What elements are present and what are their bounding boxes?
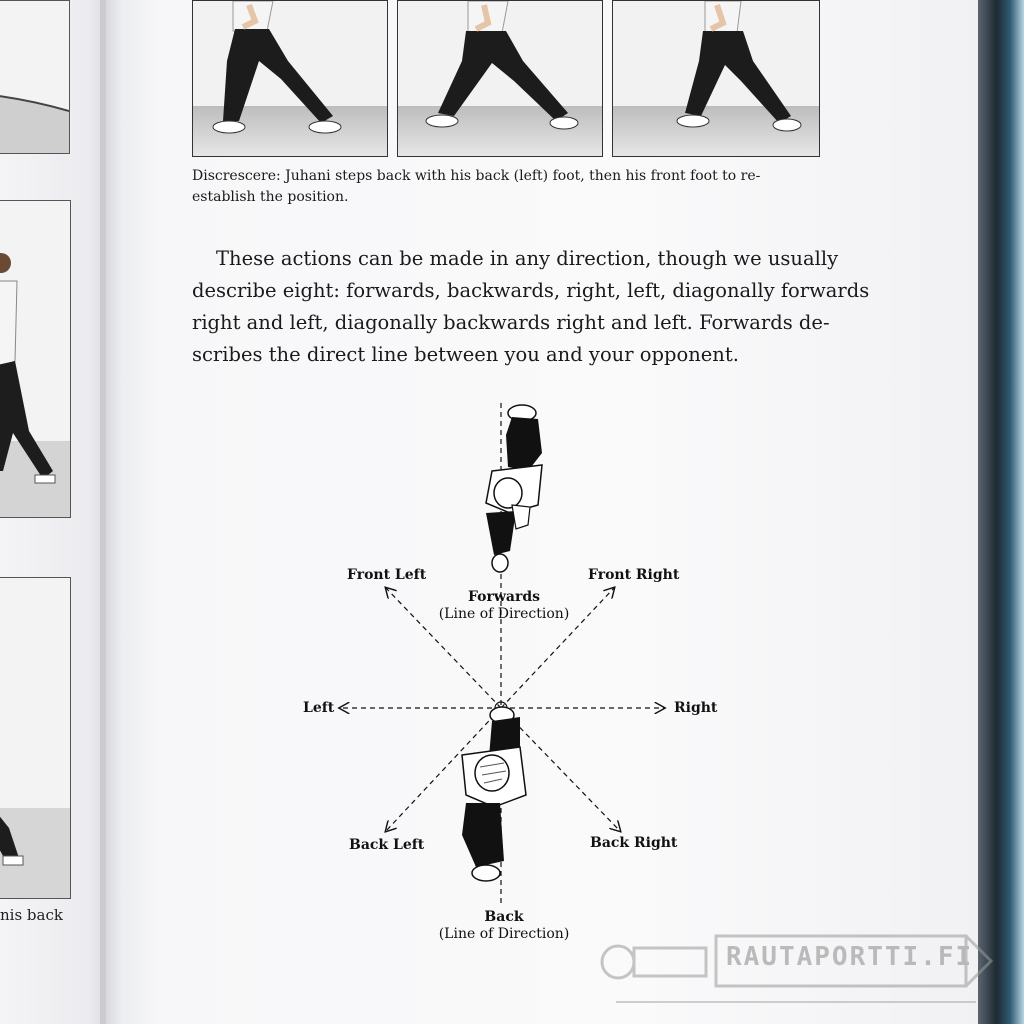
paragraph-line: scribes the direct line between you and your opponent. — [192, 343, 739, 366]
paragraph-line: describe eight: forwards, backwards, right, left, diagonally forwards — [192, 279, 870, 302]
caption-line: establish the position. — [192, 189, 349, 205]
self-figure — [462, 707, 526, 881]
caption-line: Discrescere: Juhani steps back with his back (left) foot, then his front foot to re- — [192, 168, 761, 184]
watermark-text: RAUTAPORTTI.FI — [726, 942, 974, 972]
label-left: Left — [303, 700, 335, 716]
left-page-photo — [0, 0, 70, 154]
label-front-right: Front Right — [588, 567, 680, 583]
label-back-left: Back Left — [349, 837, 425, 853]
label-back: Back — [484, 909, 524, 925]
photo-step-2 — [397, 0, 603, 157]
book-cover-edge — [978, 0, 1024, 1024]
paragraph-line: right and left, diagonally backwards right and left. Forwards de- — [192, 311, 830, 334]
left-page-photo — [0, 200, 71, 518]
photo-step-1 — [192, 0, 388, 157]
paragraph-line: These actions can be made in any direction, though we usually — [216, 247, 839, 270]
direction-lines — [280, 395, 750, 955]
gutter-shadow — [100, 0, 122, 1024]
label-right: Right — [674, 700, 718, 716]
watermark-logo — [596, 918, 996, 1008]
left-page — [0, 0, 110, 1024]
label-front-left: Front Left — [347, 567, 427, 583]
left-page-caption: nis back — [0, 906, 63, 924]
opponent-figure — [486, 405, 542, 572]
photo-caption — [192, 166, 812, 208]
label-forwards-sub: (Line of Direction) — [438, 606, 570, 622]
left-page-photo — [0, 577, 71, 899]
photo-step-3 — [612, 0, 820, 157]
label-forwards: Forwards — [467, 589, 541, 605]
label-back-right: Back Right — [590, 835, 678, 851]
body-paragraph — [192, 243, 870, 371]
direction-diagram — [280, 395, 750, 955]
label-back-sub: (Line of Direction) — [438, 926, 570, 942]
